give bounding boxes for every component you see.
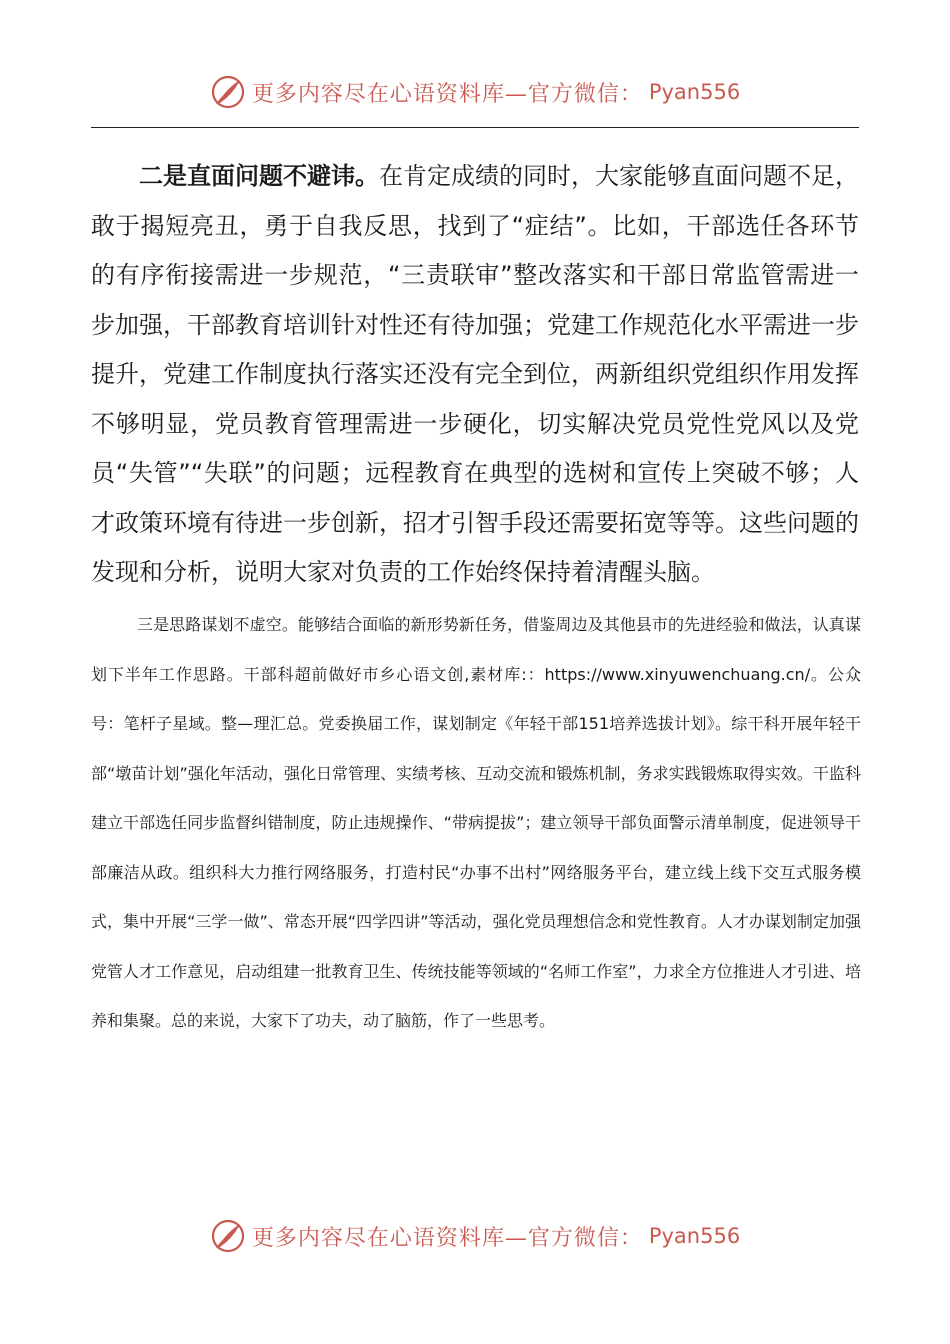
quill-logo-icon bbox=[210, 74, 246, 110]
quill-logo-icon bbox=[210, 1218, 246, 1254]
footer-watermark bbox=[0, 1214, 950, 1258]
header-wechat-id: Pyan556 bbox=[648, 80, 741, 104]
footer-brand-text: 更多内容尽在心语资料库—官方微信： bbox=[251, 1225, 643, 1251]
paragraph-planning: 三是思路谋划不虚空。能够结合面临的新形势新任务，借鉴周边及其他县市的先进经验和做法，认真谋划下半年工作思路。干部科超前做好市乡心语文创,素材库:：https://www.xinyuwenchuang.cn/。公众号：笔杆子星域。整—理汇总。党委换届工作，谋划制定《年轻干部151培养选拔计划》。综干科开展年轻干部“墩苗计划”强化年活动，强化日常管理、实绩考核、互动交流和锻炼机制，务求实践锻炼取得实效。干监科建立干部选任同步监督纠错制度，防止违规操作、“带病提拔”；建立领导干部负面警示清单制度，促进领导干部廉洁从政。组织科大力推行网络服务，打造村民“办事不出村”网络服务平台，建立线上线下交互式服务模式，集中开展“三学一做”、常态开展“四学四讲”等活动，强化党员理想信念和党性教育。人才办谋划制定加强党管人才工作意见，启动组建一批教育卫生、传统技能等领域的“名师工作室”，力求全方位推进人才引进、培养和集聚。总的来说，大家下了功夫，动了脑筋，作了一些思考。 bbox=[91, 615, 861, 1030]
header-watermark bbox=[0, 70, 950, 114]
header-divider bbox=[91, 127, 859, 128]
footer-wechat-id: Pyan556 bbox=[648, 1224, 741, 1248]
paragraph-problems-body: 在肯定成绩的同时，大家能够直面问题不足，敢于揭短亮丑，勇于自我反思，找到了“症结”。比如，干部选任各环节的有序衔接需进一步规范，“三责联审”整改落实和干部日常监管需进一步加强，干部教育培训针对性还有待加强；党建工作规范化水平需进一步提升，党建工作制度执行落实还没有完全到位，两新组织党组织作用发挥不够明显，党员教育管理需进一步硬化，切实解决党员党性党风以及党员“失管”“失联”的问题；远程教育在典型的选树和宣传上突破不够；人才政策环境有待进一步创新，招才引智手段还需要拓宽等等。这些问题的发现和分析，说明大家对负责的工作始终保持着清醒头脑。 bbox=[91, 162, 859, 586]
paragraph-problems-lead: 二是直面问题不避讳。 bbox=[139, 162, 379, 190]
paragraph-problems bbox=[91, 152, 859, 598]
header-brand-text: 更多内容尽在心语资料库—官方微信： bbox=[251, 81, 643, 107]
